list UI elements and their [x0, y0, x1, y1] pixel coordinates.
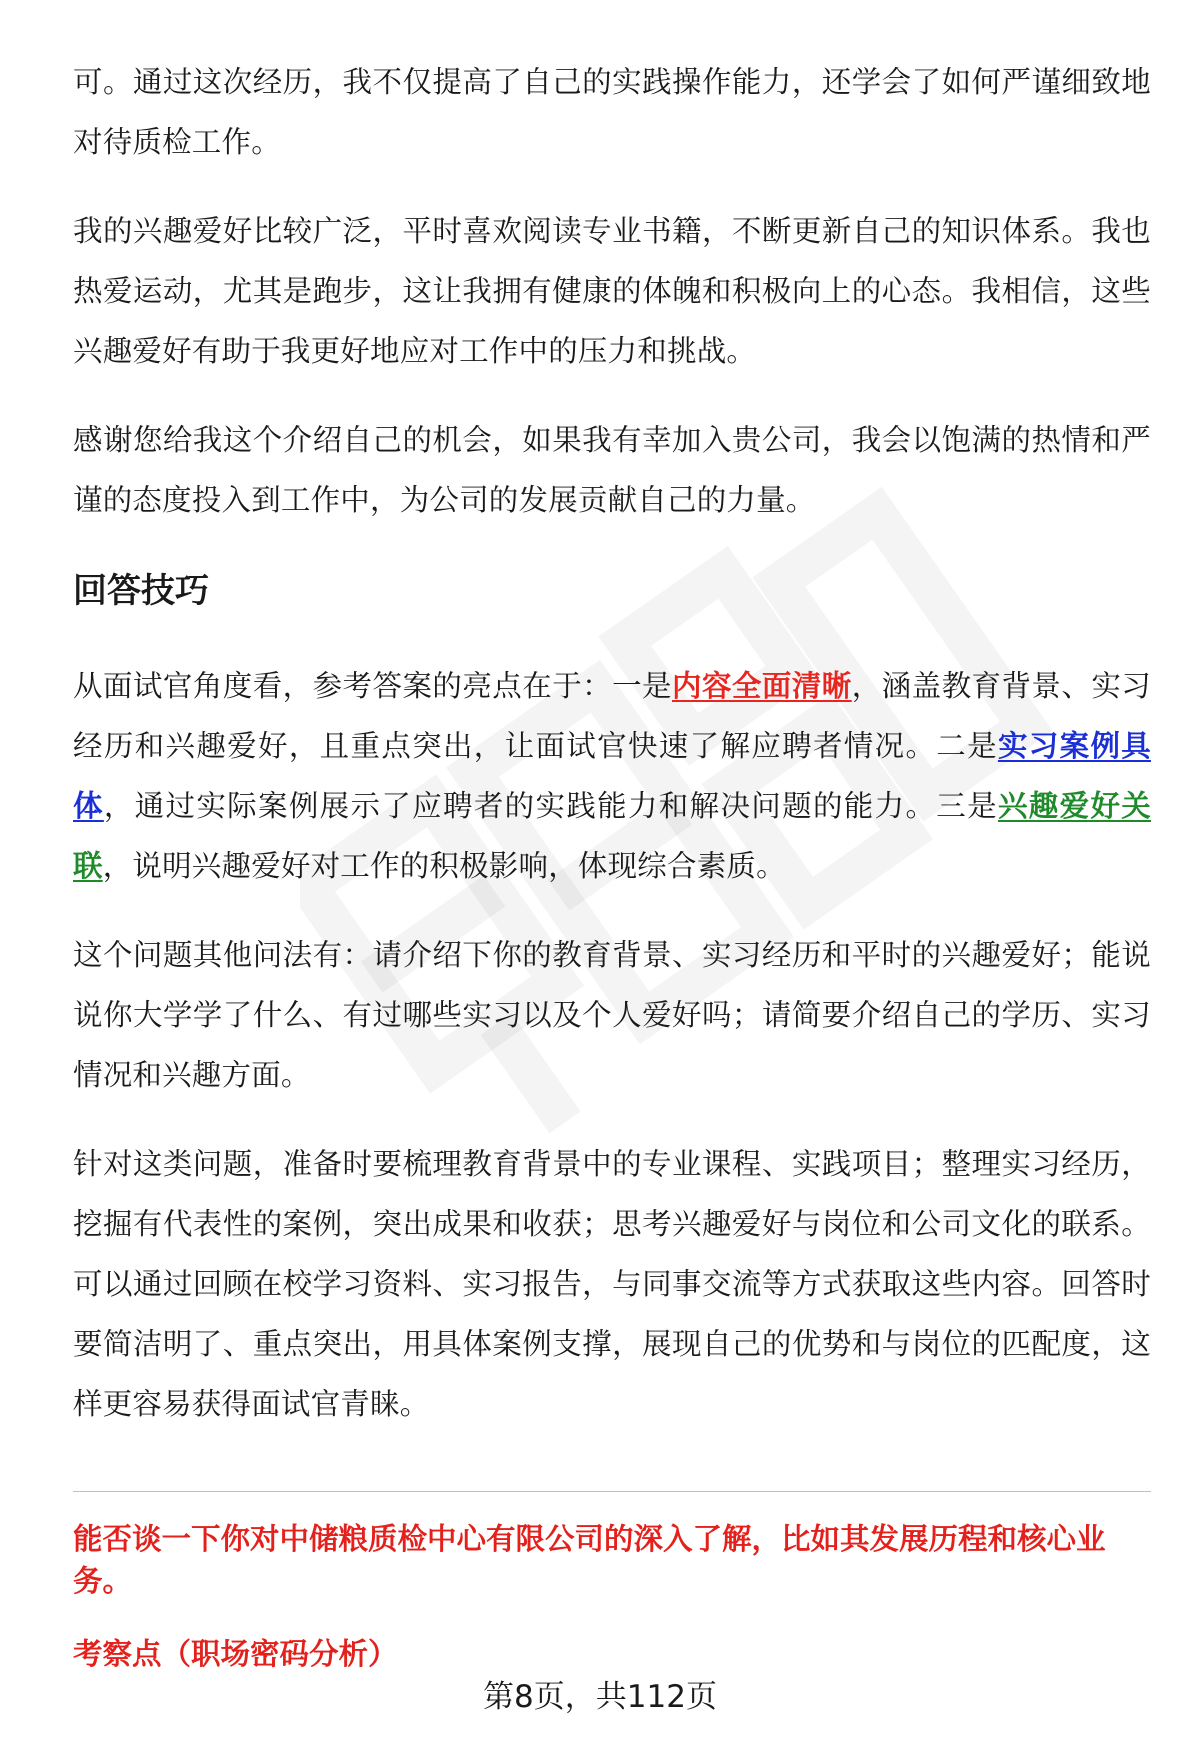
tips-paragraph-highlights [73, 656, 1151, 896]
highlight-internship-case: 实习案例具体 [73, 729, 1151, 823]
page-number: 第8页，共112页 [483, 1679, 717, 1715]
tips-text: ，通过实际案例展示了应聘者的实践能力和解决问题的能力。三是 [103, 789, 998, 823]
section-divider [73, 1491, 1151, 1492]
document-body [73, 52, 1151, 1463]
answer-paragraph-hobbies: 我的兴趣爱好比较广泛，平时喜欢阅读专业书籍，不断更新自己的知识体系。我也热爱运动，尤其是跑步，这让我拥有健康的体魄和积极向上的心态。我相信，这些兴趣爱好有助于我更好地应对工作中的压力和挑战。 [73, 214, 1151, 368]
section-heading-answer-tips: 回答技巧 [73, 571, 209, 611]
tips-text: ，说明兴趣爱好对工作的积极影响，体现综合素质。 [102, 849, 786, 883]
preparation-advice-paragraph: 针对这类问题，准备时要梳理教育背景中的专业课程、实践项目；整理实习经历，挖掘有代表性的案例，突出成果和收获；思考兴趣爱好与岗位和公司文化的联系。可以通过回顾在校学习资料、实习报告，与同事交流等方式获取这些内容。回答时要简洁明了、重点突出，用具体案例支撑，展现自己的优势和与岗位的匹配度，这样更容易获得面试官青睐。 [73, 1147, 1151, 1421]
alternative-questions-paragraph: 这个问题其他问法有：请介绍下你的教育背景、实习经历和平时的兴趣爱好；能说说你大学学了什么、有过哪些实习以及个人爱好吗；请简要介绍自己的学历、实习情况和兴趣方面。 [73, 938, 1151, 1092]
exam-point-label: 考察点（职场密码分析） [73, 1637, 398, 1671]
answer-paragraph-thanks: 感谢您给我这个介绍自己的机会，如果我有幸加入贵公司，我会以饱满的热情和严谨的态度投入到工作中，为公司的发展贡献自己的力量。 [73, 423, 1151, 517]
tips-text: ，涵盖教育背景、实习经历和兴趣爱好，且重点突出，让面试官快速了解应聘者情况。二是 [73, 669, 1151, 763]
answer-paragraph-internship-end: 可。通过这次经历，我不仅提高了自己的实践操作能力，还学会了如何严谨细致地对待质检工作。 [73, 65, 1151, 159]
tips-text: 从面试官角度看，参考答案的亮点在于：一是 [73, 669, 673, 703]
next-question-title: 能否谈一下你对中储粮质检中心有限公司的深入了解，比如其发展历程和核心业务。 [73, 1522, 1106, 1598]
highlight-hobby-relevance: 兴趣爱好关联 [73, 789, 1151, 883]
highlight-content-clear: 内容全面清晰 [672, 669, 852, 703]
